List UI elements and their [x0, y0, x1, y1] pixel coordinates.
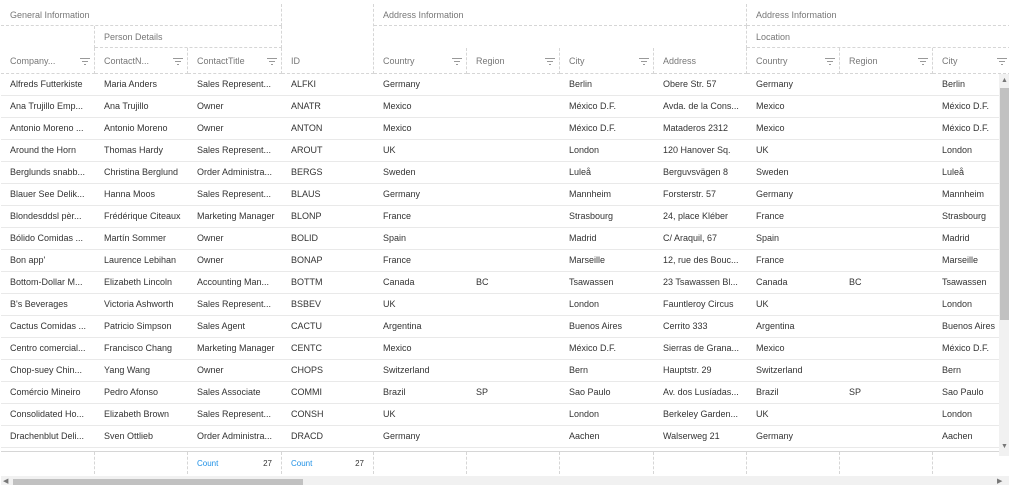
cell-region[interactable]	[467, 140, 560, 161]
cell-company[interactable]: Alfreds Futterkiste	[10, 79, 83, 89]
cell-contact-name[interactable]: Yang Wang	[104, 365, 151, 375]
cell-country[interactable]: Canada	[383, 277, 415, 287]
cell-company[interactable]: Consolidated Ho...	[10, 409, 85, 419]
cell-city[interactable]: México D.F.	[569, 123, 617, 133]
address-subheader-spacer	[374, 26, 747, 48]
horizontal-scrollbar[interactable]	[1, 476, 1009, 485]
cell-location-region[interactable]	[840, 426, 933, 447]
cell-company[interactable]: B's Beverages	[10, 299, 68, 309]
table-row[interactable]	[1, 294, 1009, 316]
cell-location-region[interactable]	[840, 184, 933, 205]
cell-address[interactable]: Walserweg 21	[663, 431, 720, 441]
cell-region[interactable]	[467, 250, 560, 271]
cell-location-city[interactable]: México D.F.	[942, 343, 990, 353]
cell-location-region[interactable]	[840, 74, 933, 95]
cell-address[interactable]: 24, place Kléber	[663, 211, 729, 221]
cell-contact-name[interactable]: Hanna Moos	[104, 189, 156, 199]
cell-address[interactable]: Berguvsvägen 8	[663, 167, 729, 177]
cell-location-country[interactable]: Brazil	[756, 387, 779, 397]
cell-location-country[interactable]: UK	[756, 299, 769, 309]
cell-id[interactable]: CHOPS	[291, 365, 324, 375]
cell-address[interactable]: Cerrito 333	[663, 321, 708, 331]
filter-icon[interactable]	[918, 57, 928, 65]
cell-location-city[interactable]: Sao Paulo	[942, 387, 984, 397]
cell-location-country[interactable]: France	[756, 255, 785, 265]
cell-id[interactable]: BOLID	[291, 233, 319, 243]
cell-contact-name[interactable]: Frédérique Citeaux	[104, 211, 181, 221]
column-header-id[interactable]	[282, 48, 374, 74]
cell-contact-title[interactable]: Marketing Manager	[197, 211, 275, 221]
cell-contact-title[interactable]: Owner	[197, 233, 224, 243]
cell-company[interactable]: Bólido Comidas ...	[10, 233, 84, 243]
cell-city[interactable]: Madrid	[569, 233, 597, 243]
cell-city[interactable]: Berlin	[569, 79, 593, 89]
cell-location-city[interactable]: Marseille	[942, 255, 979, 265]
cell-country[interactable]: Mexico	[383, 343, 412, 353]
footer-cell	[95, 452, 188, 474]
cell-location-city[interactable]: Mannheim	[942, 189, 985, 199]
cell-location-city[interactable]: México D.F.	[942, 101, 990, 111]
table-row[interactable]	[1, 426, 1009, 448]
cell-id[interactable]: COMMI	[291, 387, 322, 397]
cell-location-country[interactable]: Mexico	[756, 343, 785, 353]
cell-id[interactable]: CENTC	[291, 343, 322, 353]
cell-contact-name[interactable]: Christina Berglund	[104, 167, 179, 177]
filter-icon[interactable]	[80, 57, 90, 65]
filter-icon[interactable]	[267, 57, 277, 65]
cell-company[interactable]: Comércio Mineiro	[10, 387, 81, 397]
cell-location-region[interactable]	[840, 162, 933, 183]
cell-location-city[interactable]: London	[942, 299, 973, 309]
column-header-country[interactable]	[374, 48, 467, 74]
cell-contact-name[interactable]: Maria Anders	[104, 79, 158, 89]
table-row[interactable]	[1, 338, 1009, 360]
cell-location-city[interactable]: Luleå	[942, 167, 965, 177]
cell-contact-name[interactable]: Antonio Moreno	[104, 123, 168, 133]
summary-footer	[1, 451, 1009, 474]
cell-country[interactable]: UK	[383, 299, 396, 309]
cell-contact-title[interactable]: Accounting Man...	[197, 277, 270, 287]
cell-id[interactable]: DRACD	[291, 431, 324, 441]
cell-region[interactable]	[467, 74, 560, 95]
cell-contact-name[interactable]: Patricio Simpson	[104, 321, 172, 331]
cell-address[interactable]: 120 Hanover Sq.	[663, 145, 731, 155]
table-row[interactable]	[1, 96, 1009, 118]
cell-contact-name[interactable]: Sven Ottlieb	[104, 431, 154, 441]
cell-company[interactable]: Drachenblut Deli...	[10, 431, 85, 441]
cell-contact-name[interactable]: Laurence Lebihan	[104, 255, 177, 265]
cell-region[interactable]	[467, 360, 560, 381]
filter-icon[interactable]	[173, 57, 183, 65]
cell-country[interactable]: Germany	[383, 189, 421, 199]
cell-city[interactable]: Mannheim	[569, 189, 612, 199]
cell-id[interactable]: CONSH	[291, 409, 324, 419]
table-row[interactable]	[1, 360, 1009, 382]
cell-city[interactable]: Bern	[569, 365, 589, 375]
table-row[interactable]	[1, 206, 1009, 228]
cell-location-region[interactable]	[840, 118, 933, 139]
cell-contact-title[interactable]: Owner	[197, 123, 224, 133]
cell-city[interactable]: Marseille	[569, 255, 606, 265]
cell-country[interactable]: Argentina	[383, 321, 422, 331]
cell-location-country[interactable]: France	[756, 211, 785, 221]
cell-country[interactable]: Germany	[383, 79, 421, 89]
cell-contact-title[interactable]: Order Administra...	[197, 431, 273, 441]
cell-city[interactable]: London	[569, 299, 600, 309]
cell-location-region[interactable]	[840, 96, 933, 117]
cell-region[interactable]	[467, 338, 560, 359]
cell-contact-name[interactable]: Ana Trujillo	[104, 101, 149, 111]
cell-id[interactable]: ANATR	[291, 101, 321, 111]
cell-contact-name[interactable]: Thomas Hardy	[104, 145, 164, 155]
group-label: Address Information	[383, 9, 464, 20]
cell-city[interactable]: Luleå	[569, 167, 592, 177]
cell-contact-name[interactable]: Elizabeth Brown	[104, 409, 170, 419]
cell-region[interactable]: BC	[476, 277, 489, 287]
cell-location-city[interactable]: Madrid	[942, 233, 970, 243]
table-row[interactable]	[1, 272, 1009, 294]
footer-cell	[374, 452, 467, 474]
cell-location-region[interactable]: SP	[849, 387, 862, 397]
table-row[interactable]	[1, 382, 1009, 404]
cell-id[interactable]: BLAUS	[291, 189, 321, 199]
cell-company[interactable]: Antonio Moreno ...	[10, 123, 84, 133]
cell-address[interactable]: Sierras de Grana...	[663, 343, 740, 353]
cell-location-country[interactable]: Germany	[756, 431, 794, 441]
cell-company[interactable]: Bon app'	[10, 255, 46, 265]
cell-country[interactable]: Mexico	[383, 123, 412, 133]
cell-country[interactable]: Spain	[383, 233, 407, 243]
column-label: Region	[476, 55, 505, 66]
cell-location-city[interactable]: Bern	[942, 365, 962, 375]
footer-cell	[747, 452, 840, 474]
footer-cell	[840, 452, 933, 474]
cell-location-country[interactable]: Sweden	[756, 167, 789, 177]
cell-contact-title[interactable]: Sales Represent...	[197, 409, 272, 419]
vertical-scrollbar[interactable]	[999, 74, 1009, 456]
group-person-details	[95, 26, 282, 48]
cell-location-region[interactable]	[840, 316, 933, 337]
filter-icon[interactable]	[825, 57, 835, 65]
column-label: ContactTitle	[197, 55, 245, 66]
table-row[interactable]	[1, 162, 1009, 184]
cell-country[interactable]: UK	[383, 145, 396, 155]
cell-contact-name[interactable]: Elizabeth Lincoln	[104, 277, 173, 287]
footer-cell	[467, 452, 560, 474]
footer-count-id	[282, 452, 374, 474]
cell-city[interactable]: Strasbourg	[569, 211, 614, 221]
cell-city[interactable]: Aachen	[569, 431, 600, 441]
table-row[interactable]	[1, 184, 1009, 206]
column-header-city[interactable]	[560, 48, 654, 74]
cell-company[interactable]: Blondesddsl pèr...	[10, 211, 82, 221]
column-label: ContactN...	[104, 55, 150, 66]
column-label: Country	[383, 55, 415, 66]
cell-country[interactable]: Mexico	[383, 101, 412, 111]
cell-country[interactable]: France	[383, 255, 412, 265]
cell-address[interactable]: Forsterstr. 57	[663, 189, 717, 199]
cell-location-country[interactable]: UK	[756, 145, 769, 155]
cell-address[interactable]: 12, rue des Bouc...	[663, 255, 739, 265]
cell-id[interactable]: BOTTM	[291, 277, 323, 287]
cell-location-city[interactable]: London	[942, 409, 973, 419]
column-label: City	[569, 55, 585, 66]
table-row[interactable]	[1, 140, 1009, 162]
cell-location-region[interactable]: BC	[849, 277, 862, 287]
column-header-contact-name[interactable]	[95, 48, 188, 74]
cell-contact-title[interactable]: Sales Represent...	[197, 79, 272, 89]
cell-id[interactable]: BONAP	[291, 255, 323, 265]
column-header-address[interactable]	[654, 48, 747, 74]
scroll-down-arrow-icon[interactable]: ▼	[1001, 443, 1008, 450]
cell-location-region[interactable]	[840, 140, 933, 161]
column-label: Country	[756, 55, 788, 66]
table-row[interactable]	[1, 404, 1009, 426]
cell-location-country[interactable]: Switzerland	[756, 365, 803, 375]
column-label: Company...	[10, 55, 56, 66]
count-label: Count	[291, 458, 313, 468]
footer-cell	[654, 452, 747, 474]
column-header-location-region[interactable]	[840, 48, 933, 74]
cell-location-country[interactable]: Germany	[756, 189, 794, 199]
cell-company[interactable]: Blauer See Delik...	[10, 189, 85, 199]
column-label: City	[942, 55, 958, 66]
group-address-information	[374, 4, 747, 26]
cell-city[interactable]: México D.F.	[569, 343, 617, 353]
filter-icon[interactable]	[545, 57, 555, 65]
cell-address[interactable]: Fauntleroy Circus	[663, 299, 734, 309]
cell-id[interactable]: BLONP	[291, 211, 322, 221]
count-label: Count	[197, 458, 219, 468]
cell-location-region[interactable]	[840, 206, 933, 227]
scroll-right-arrow-icon[interactable]: ▶	[997, 478, 1003, 485]
cell-id[interactable]: ALFKI	[291, 79, 317, 89]
cell-company[interactable]: Around the Horn	[10, 145, 77, 155]
cell-city[interactable]: London	[569, 145, 600, 155]
cell-id[interactable]: CACTU	[291, 321, 322, 331]
table-row[interactable]	[1, 316, 1009, 338]
cell-city[interactable]: México D.F.	[569, 101, 617, 111]
cell-address[interactable]: Avda. de la Cons...	[663, 101, 739, 111]
group-address-information-2	[747, 4, 1009, 26]
cell-country[interactable]: Germany	[383, 431, 421, 441]
cell-location-country[interactable]: Mexico	[756, 101, 785, 111]
cell-location-country[interactable]: Germany	[756, 79, 794, 89]
vertical-scroll-thumb[interactable]	[1000, 88, 1009, 320]
cell-city[interactable]: London	[569, 409, 600, 419]
cell-region[interactable]	[467, 294, 560, 315]
cell-location-city[interactable]: Tsawassen	[942, 277, 987, 287]
group-location	[747, 26, 1009, 48]
cell-location-region[interactable]	[840, 294, 933, 315]
cell-contact-title[interactable]: Order Administra...	[197, 167, 273, 177]
cell-contact-title[interactable]: Owner	[197, 255, 224, 265]
cell-address[interactable]: C/ Araquil, 67	[663, 233, 718, 243]
cell-country[interactable]: Sweden	[383, 167, 416, 177]
cell-address[interactable]: Obere Str. 57	[663, 79, 717, 89]
cell-location-country[interactable]: Mexico	[756, 123, 785, 133]
cell-contact-title[interactable]: Sales Associate	[197, 387, 261, 397]
filter-icon[interactable]	[639, 57, 649, 65]
cell-location-region[interactable]	[840, 228, 933, 249]
column-label: Region	[849, 55, 878, 66]
cell-city[interactable]: Buenos Aires	[569, 321, 623, 331]
cell-region[interactable]	[467, 162, 560, 183]
cell-contact-title[interactable]: Owner	[197, 101, 224, 111]
horizontal-scroll-thumb[interactable]	[13, 479, 303, 485]
cell-company[interactable]: Chop-suey Chin...	[10, 365, 83, 375]
cell-address[interactable]: Hauptstr. 29	[663, 365, 712, 375]
cell-id[interactable]: BERGS	[291, 167, 323, 177]
column-header-company[interactable]	[1, 48, 95, 74]
count-value: 27	[263, 458, 272, 468]
cell-region[interactable]	[467, 316, 560, 337]
table-row[interactable]	[1, 228, 1009, 250]
column-label: Address	[663, 55, 697, 66]
scroll-left-arrow-icon[interactable]: ◀	[3, 478, 9, 485]
cell-location-region[interactable]	[840, 250, 933, 271]
filter-icon[interactable]	[997, 57, 1007, 65]
cell-company[interactable]: Berglunds snabb...	[10, 167, 86, 177]
cell-region[interactable]	[467, 228, 560, 249]
cell-contact-title[interactable]: Sales Represent...	[197, 299, 272, 309]
cell-id[interactable]: ANTON	[291, 123, 323, 133]
cell-id[interactable]: AROUT	[291, 145, 323, 155]
cell-region[interactable]: SP	[476, 387, 489, 397]
footer-count-contact-title	[188, 452, 282, 474]
cell-location-region[interactable]	[840, 404, 933, 425]
group-general-information	[1, 4, 282, 26]
cell-contact-title[interactable]: Sales Represent...	[197, 189, 272, 199]
cell-region[interactable]	[467, 118, 560, 139]
cell-address[interactable]: Berkeley Garden...	[663, 409, 739, 419]
filter-icon[interactable]	[452, 57, 462, 65]
column-label: ID	[291, 55, 300, 66]
cell-address[interactable]: Mataderos 2312	[663, 123, 729, 133]
cell-location-country[interactable]: UK	[756, 409, 769, 419]
group-label: Person Details	[104, 31, 163, 42]
cell-id[interactable]: BSBEV	[291, 299, 322, 309]
cell-country[interactable]: Brazil	[383, 387, 406, 397]
cell-country[interactable]: UK	[383, 409, 396, 419]
cell-location-city[interactable]: Buenos Aires	[942, 321, 996, 331]
data-grid	[1, 4, 1009, 485]
cell-location-city[interactable]: London	[942, 145, 973, 155]
cell-location-country[interactable]: Spain	[756, 233, 780, 243]
cell-company[interactable]: Ana Trujillo Emp...	[10, 101, 84, 111]
cell-contact-title[interactable]: Owner	[197, 365, 224, 375]
cell-location-city[interactable]: Strasbourg	[942, 211, 987, 221]
cell-region[interactable]	[467, 96, 560, 117]
cell-location-region[interactable]	[840, 338, 933, 359]
cell-contact-name[interactable]: Francisco Chang	[104, 343, 173, 353]
cell-region[interactable]	[467, 206, 560, 227]
cell-contact-title[interactable]: Sales Represent...	[197, 145, 272, 155]
cell-address[interactable]: 23 Tsawassen Bl...	[663, 277, 738, 287]
cell-contact-title[interactable]: Sales Agent	[197, 321, 246, 331]
table-row[interactable]	[1, 74, 1009, 96]
column-header-location-country[interactable]	[747, 48, 840, 74]
cell-contact-name[interactable]: Pedro Afonso	[104, 387, 159, 397]
table-row[interactable]	[1, 250, 1009, 272]
cell-company[interactable]: Centro comercial...	[10, 343, 86, 353]
group-label: Address Information	[756, 9, 837, 20]
cell-contact-name[interactable]: Martín Sommer	[104, 233, 167, 243]
cell-location-city[interactable]: Berlin	[942, 79, 966, 89]
scroll-up-arrow-icon[interactable]: ▲	[1001, 77, 1008, 84]
footer-cell	[933, 452, 1009, 474]
footer-cell	[560, 452, 654, 474]
cell-region[interactable]	[467, 426, 560, 447]
count-value: 27	[355, 458, 364, 468]
cell-location-region[interactable]	[840, 360, 933, 381]
cell-company[interactable]: Cactus Comidas ...	[10, 321, 87, 331]
cell-company[interactable]: Bottom-Dollar M...	[10, 277, 83, 287]
table-row[interactable]	[1, 118, 1009, 140]
cell-location-country[interactable]: Canada	[756, 277, 788, 287]
company-header-spacer	[1, 26, 95, 48]
cell-contact-title[interactable]: Marketing Manager	[197, 343, 275, 353]
cell-region[interactable]	[467, 184, 560, 205]
group-label: Location	[756, 31, 791, 42]
cell-location-city[interactable]: México D.F.	[942, 123, 990, 133]
footer-cell	[1, 452, 95, 474]
cell-address[interactable]: Av. dos Lusíadas...	[663, 387, 739, 397]
cell-contact-name[interactable]: Victoria Ashworth	[104, 299, 174, 309]
column-header-contact-title[interactable]	[188, 48, 282, 74]
cell-city[interactable]: Tsawassen	[569, 277, 614, 287]
group-label: General Information	[10, 9, 90, 20]
column-header-region[interactable]	[467, 48, 560, 74]
cell-city[interactable]: Sao Paulo	[569, 387, 611, 397]
cell-country[interactable]: Switzerland	[383, 365, 430, 375]
cell-country[interactable]: France	[383, 211, 412, 221]
cell-region[interactable]	[467, 404, 560, 425]
column-header-location-city[interactable]	[933, 48, 1009, 74]
cell-location-country[interactable]: Argentina	[756, 321, 795, 331]
cell-location-city[interactable]: Aachen	[942, 431, 973, 441]
